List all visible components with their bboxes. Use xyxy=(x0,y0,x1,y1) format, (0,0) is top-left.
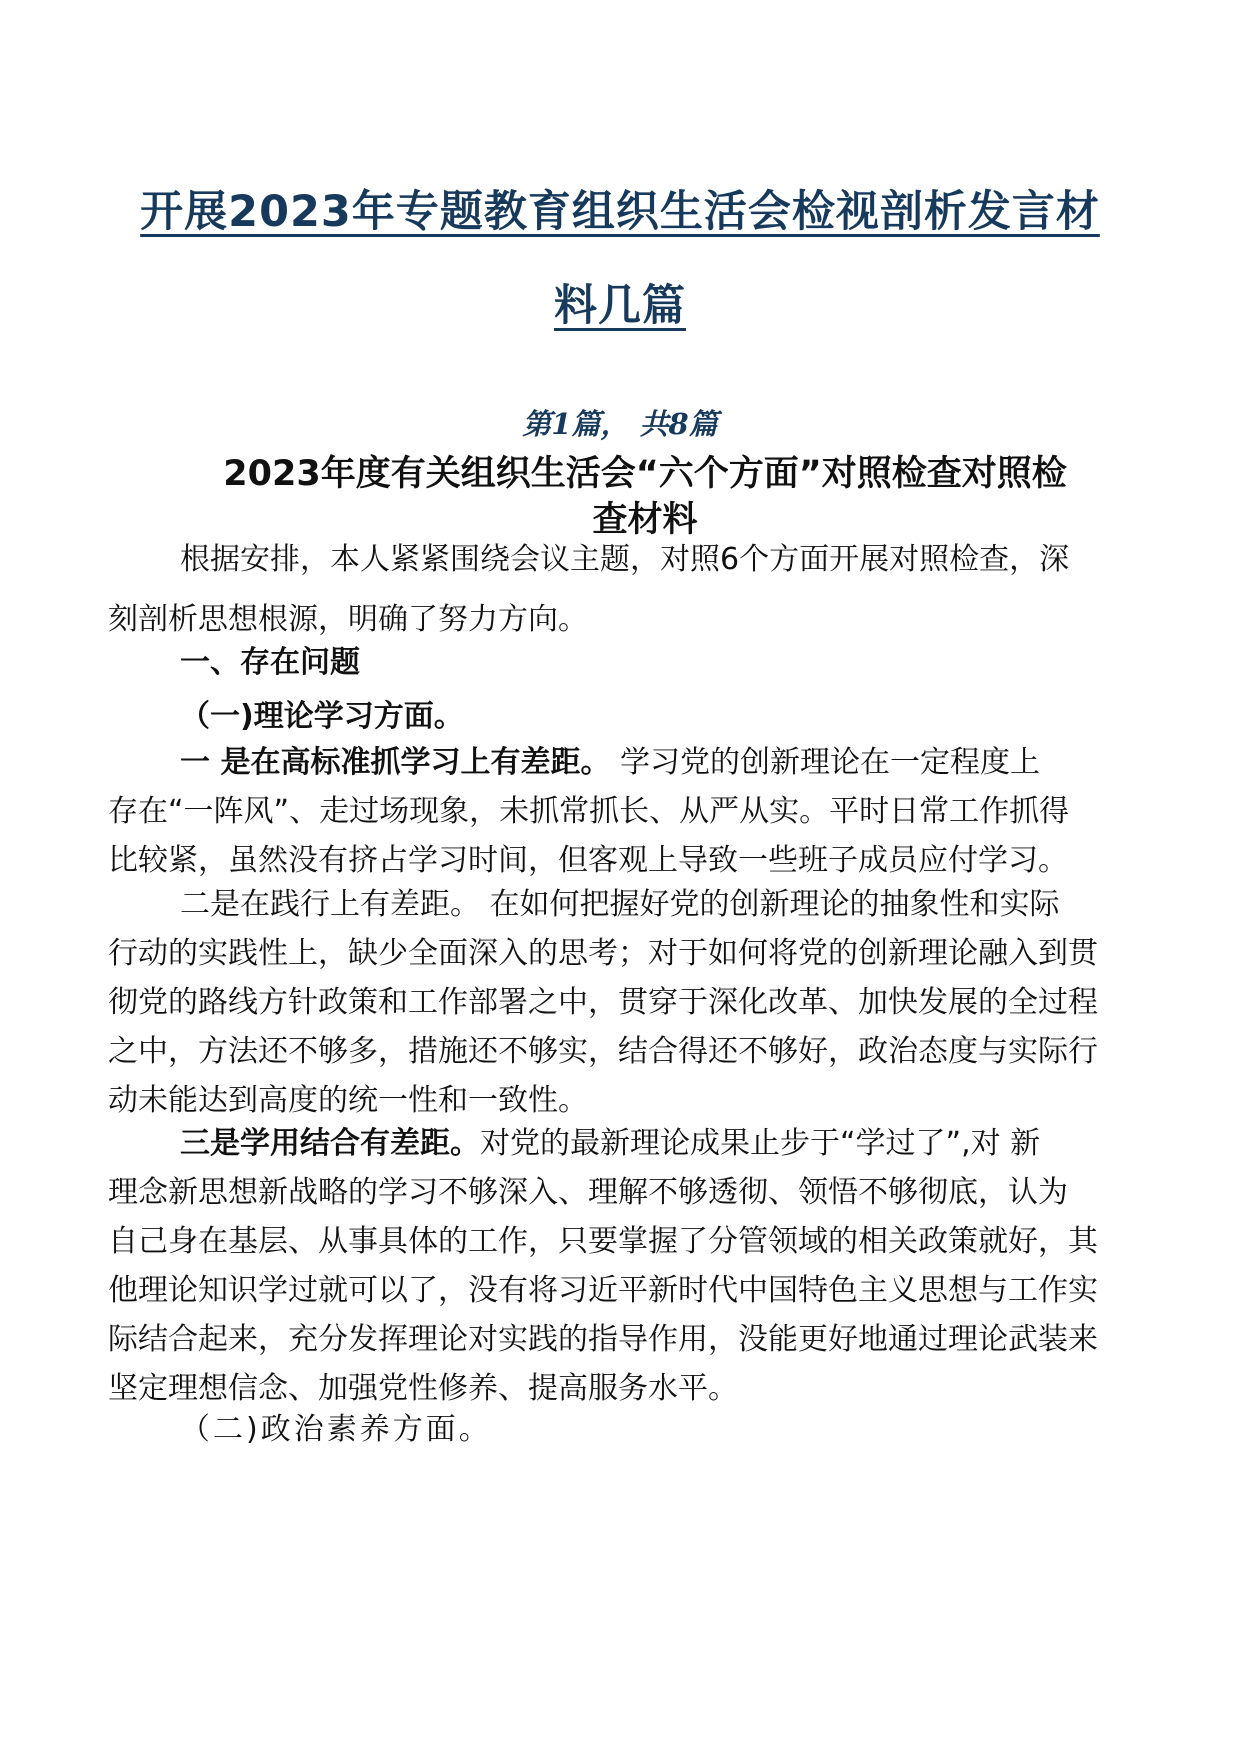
paragraph-line: 根据安排，本人紧紧围绕会议主题，对照6个方面开展对照检查，深 xyxy=(180,542,1070,577)
point-text: 学习党的创新理论在一定程度上 xyxy=(610,745,1040,780)
document-title-line-1 xyxy=(100,178,1140,239)
point-one-paragraph xyxy=(108,738,1140,885)
paragraph-line: 之中，方法还不够多，措施还不够实，结合得还不够好，政治态度与实际行 xyxy=(108,1034,1098,1069)
part-label: 第1篇， 共8篇 xyxy=(522,407,718,441)
paragraph-line: 存在“一阵风”、走过场现象，未抓常抓长、从严从实。平时日常工作抓得 xyxy=(108,794,1070,829)
point-lead: 三是学用结合有差距。 xyxy=(180,1126,480,1161)
paragraph-line: 动未能达到高度的统一性和一致性。 xyxy=(108,1083,588,1118)
heading-political-quality xyxy=(108,1405,1140,1454)
point-lead: 一 是在高标准抓学习上有差距。 xyxy=(180,745,611,780)
heading-existing-problems xyxy=(108,638,1140,687)
point-three-paragraph xyxy=(108,1119,1140,1413)
heading-text: 一、存在问题 xyxy=(180,645,360,680)
paragraph-line: 际结合起来，充分发挥理论对实践的指导作用，没能更好地通过理论武装来 xyxy=(108,1322,1098,1357)
section-title-line-1: 2023年度有关组织生活会“六个方面”对照检查对照检 xyxy=(223,454,1067,494)
paragraph-line: 自己身在基层、从事具体的工作，只要掌握了分管领域的相关政策就好，其 xyxy=(108,1224,1098,1259)
paragraph-line: 他理论知识学过就可以了，没有将习近平新时代中国特色主义思想与工作实 xyxy=(108,1273,1098,1308)
paragraph-line: 比较紧，虽然没有挤占学习时间，但客观上导致一些班子成员应付学习。 xyxy=(108,843,1068,878)
intro-paragraph xyxy=(108,530,1140,650)
paragraph-line xyxy=(108,738,1140,787)
document-title-text: 料几篇 xyxy=(554,281,686,331)
heading-text: （二)政治素养方面。 xyxy=(180,1412,492,1447)
heading-text: （一)理论学习方面。 xyxy=(180,699,464,734)
paragraph-line: 二是在践行上有差距。 在如何把握好党的创新理论的抽象性和实际 xyxy=(180,887,1060,922)
document-title-text: 开展2023年专题教育组织生活会检视剖析发言材 xyxy=(140,187,1100,237)
paragraph-line xyxy=(108,1119,1140,1168)
paragraph-line: 理念新思想新战略的学习不够深入、理解不够透彻、领悟不够彻底，认为 xyxy=(108,1175,1068,1210)
paragraph-line: 彻党的路线方针政策和工作部署之中，贯穿于深化改革、加快发展的全过程 xyxy=(108,985,1098,1020)
paragraph-line: 行动的实践性上，缺少全面深入的思考；对于如何将党的创新理论融入到贯 xyxy=(108,936,1098,971)
heading-theory-study xyxy=(108,692,1140,741)
paragraph-line: 刻剖析思想根源，明确了努力方向。 xyxy=(108,602,588,637)
section-title-line-2: 查材料 xyxy=(592,500,698,540)
paragraph-line: 坚定理想信念、加强党性修养、提高服务水平。 xyxy=(108,1371,738,1406)
point-text: 对党的最新理论成果止步于“学过了”,对 新 xyxy=(480,1126,1041,1161)
document-title-line-2 xyxy=(100,272,1140,333)
point-two-paragraph xyxy=(108,880,1140,1125)
